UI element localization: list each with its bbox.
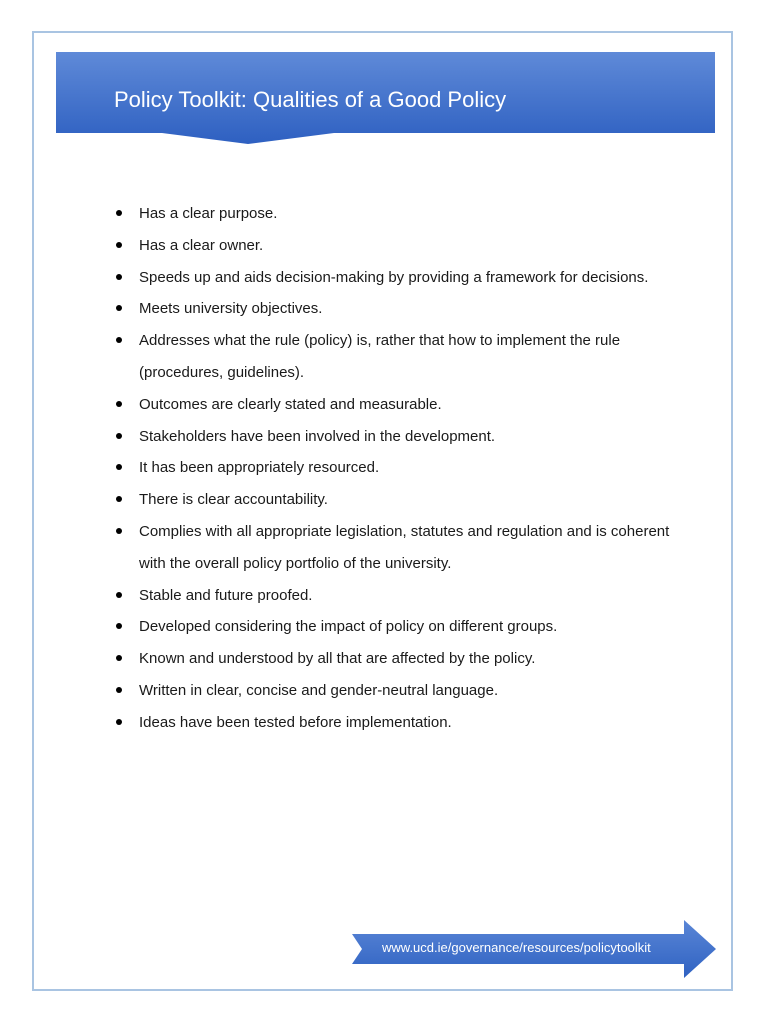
quality-item	[114, 452, 674, 484]
quality-text: Meets university objectives.	[139, 300, 323, 318]
quality-item	[114, 580, 674, 612]
quality-text: Stable and future proofed.	[139, 586, 313, 604]
quality-text: Developed considering the impact of policy on different groups.	[139, 618, 558, 636]
bullet-icon	[116, 242, 122, 248]
bullet-icon	[116, 687, 122, 693]
qualities-list	[114, 198, 674, 739]
quality-item	[114, 230, 674, 262]
bullet-icon	[116, 496, 122, 502]
footer-link-arrow[interactable]	[352, 920, 716, 978]
quality-text: Speeds up and aids decision-making by providing a framework for decisions.	[139, 268, 649, 286]
quality-text: Has a clear owner.	[139, 236, 264, 254]
quality-item	[114, 707, 674, 739]
quality-item	[114, 325, 674, 389]
quality-text: Complies with all appropriate legislation, statutes and regulation and is coherent with the overall policy portfolio of the university.	[139, 522, 670, 572]
quality-text: Addresses what the rule (policy) is, rather that how to implement the rule (procedures, guidelines).	[139, 332, 621, 381]
bullet-icon	[116, 623, 122, 629]
quality-text: There is clear accountability.	[139, 491, 328, 509]
quality-item	[114, 198, 674, 230]
bullet-icon	[116, 401, 122, 407]
bullet-icon	[116, 210, 122, 216]
quality-item	[114, 293, 674, 325]
quality-text: Stakeholders have been involved in the development.	[139, 427, 496, 445]
bullet-icon	[116, 305, 122, 311]
title-banner	[56, 52, 715, 144]
quality-text: Ideas have been tested before implementation.	[139, 713, 452, 731]
quality-text: Known and understood by all that are affected by the policy.	[139, 650, 536, 668]
quality-item	[114, 643, 674, 675]
bullet-icon	[116, 528, 122, 534]
policy-toolkit-link[interactable]: www.ucd.ie/governance/resources/policytoolkit	[382, 940, 651, 955]
quality-item	[114, 389, 674, 421]
bullet-icon	[116, 592, 122, 598]
bullet-icon	[116, 719, 122, 725]
quality-text: Has a clear purpose.	[139, 205, 278, 222]
bullet-icon	[116, 655, 122, 661]
quality-item	[114, 611, 674, 643]
bullet-icon	[116, 464, 122, 470]
quality-text: Written in clear, concise and gender-neutral language.	[139, 681, 499, 699]
quality-item	[114, 421, 674, 453]
quality-item	[114, 262, 674, 294]
quality-item	[114, 675, 674, 707]
quality-text: Outcomes are clearly stated and measurable.	[139, 395, 442, 413]
bullet-icon	[116, 433, 122, 439]
quality-item	[114, 516, 674, 580]
bullet-icon	[116, 337, 122, 343]
page-title: Policy Toolkit: Qualities of a Good Policy	[114, 87, 507, 112]
quality-text: It has been appropriately resourced.	[139, 459, 380, 477]
quality-item	[114, 484, 674, 516]
bullet-icon	[116, 274, 122, 280]
